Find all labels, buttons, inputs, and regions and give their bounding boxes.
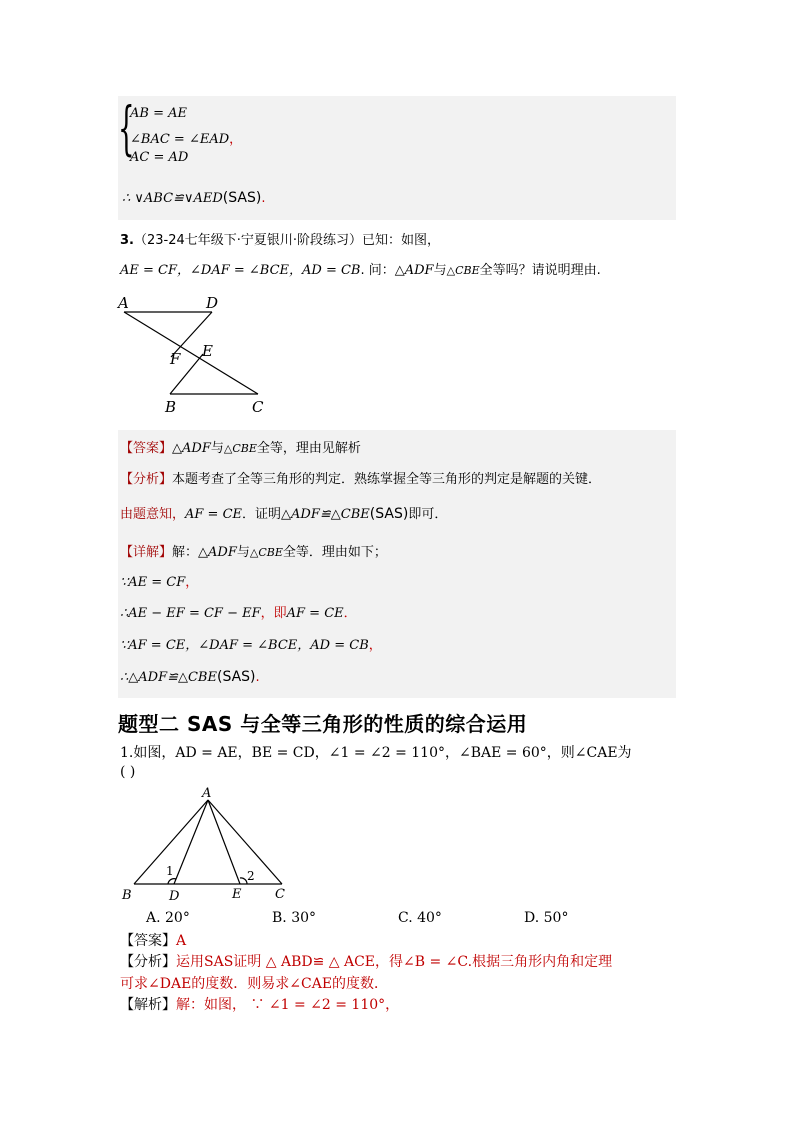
analysis-text: 本题考查了全等三角形的判定．熟练掌握全等三角形的判定是解题的关键． (172, 472, 602, 487)
label-angle-2: 2 (247, 869, 255, 883)
q1-solution-text: 解：如图， ∵ ∠1 = ∠2 = 110°， (176, 997, 400, 1013)
q1-solution-tag: 【解析】 (120, 997, 176, 1013)
figure-triangle-abc (110, 785, 310, 905)
label-d: D (206, 294, 219, 312)
ask-prefix: . 问： (360, 263, 395, 278)
equation-1: AB = AE (130, 106, 187, 121)
angle-2-arc (240, 878, 247, 884)
step-3-end: ， (368, 638, 382, 653)
q1-solution-line (120, 994, 399, 1014)
question-1-line-2: ( ) (120, 764, 136, 780)
step-1-math: ∵AE = CF (120, 575, 186, 590)
option-a: A. 20° (146, 910, 190, 926)
detail-with: 与 (236, 545, 250, 560)
q1-answer-line (120, 930, 186, 950)
equation-3: AC = AD (130, 150, 189, 165)
comma: ， (229, 132, 243, 147)
segment-ac (208, 800, 282, 884)
answer-tail: 全等，理由见解析 (256, 441, 361, 456)
conclusion-text: ∴ ∨ABC≌∨AED (122, 191, 223, 206)
option-d: D. 50° (524, 910, 569, 926)
question-3-body (120, 259, 601, 278)
detail-tag: 【详解】 (120, 545, 173, 560)
step-2 (120, 602, 357, 621)
label-c: C (275, 887, 285, 902)
step-1 (120, 571, 198, 590)
segment-ae (208, 800, 240, 884)
q1-answer-value: A (176, 933, 187, 949)
step-2-end: ． (343, 606, 357, 621)
step-4-sas: (SAS) (216, 669, 256, 685)
answer-with: 与 (210, 441, 224, 456)
analysis-line (120, 468, 601, 487)
idea-mid: ．证明 (242, 507, 282, 522)
q1-analysis-text-1: 运用SAS证明 △ ABD≌ △ ACE，得∠B = ∠C.根据三角形内角和定理 (176, 954, 613, 970)
step-2-b: AF = CE (286, 606, 344, 621)
equation-2-row (130, 128, 242, 147)
label-f: F (170, 350, 181, 368)
detail-prefix: 解： (172, 545, 199, 560)
step-3-math: ∵AF = CE，∠DAF = ∠BCE，AD = CB (120, 638, 369, 653)
step-4-math: ∴△ADF≌△CBE (120, 670, 217, 685)
label-angle-1: 1 (166, 864, 174, 878)
label-e: E (232, 887, 242, 902)
label-c: C (252, 398, 264, 416)
idea-line (120, 503, 447, 522)
label-a: A (118, 294, 129, 312)
idea-sas: (SAS) (369, 506, 409, 522)
q1-answer-tag: 【答案】 (120, 933, 176, 949)
answer-tri1: △ADF (172, 441, 211, 456)
answer-tag: 【答案】 (120, 441, 173, 456)
figure-triangles-adf-cbe (110, 290, 280, 420)
step-4-end: . (255, 670, 260, 685)
q1-analysis-line-1 (120, 951, 612, 971)
label-d: D (169, 889, 180, 904)
system-brace: { (118, 94, 135, 162)
label-e: E (202, 342, 213, 360)
period: . (261, 191, 266, 206)
triangle-cbe: △CBE (446, 264, 480, 277)
equation-2: ∠BAC = ∠EAD (130, 132, 230, 147)
question-1-line-1: 1.如图，AD = AE，BE = CD，∠1 = ∠2 = 110°，∠BAE = 60°，则∠CAE为 (120, 745, 632, 761)
question-number: 3. (120, 233, 134, 248)
sas-label: (SAS) (222, 190, 262, 206)
analysis-tag: 【分析】 (120, 472, 173, 487)
label-b: B (122, 888, 132, 903)
idea-cong: △ADF≌△CBE (281, 507, 370, 522)
step-2-mid: ，即 (260, 606, 287, 621)
q1-analysis-line-2: 可求∠DAE的度数．则易求∠CAE的度数． (120, 976, 389, 992)
question-source: （23-24七年级下·宁夏银川·阶段练习）已知：如图， (133, 233, 441, 248)
with-word: 与 (433, 263, 447, 278)
step-3 (120, 634, 382, 653)
idea-end: 即可． (408, 507, 448, 522)
detail-tri2: △CBE (249, 546, 283, 559)
segment-ad (174, 800, 208, 884)
question-3-header (120, 229, 440, 248)
detail-line (120, 541, 387, 560)
label-b: B (165, 398, 177, 416)
answer-tri2: △CBE (223, 442, 257, 455)
given-conditions: AE = CF，∠DAF = ∠BCE，AD = CB (120, 263, 361, 278)
step-1-end: ， (185, 575, 199, 590)
option-c: C. 40° (398, 910, 442, 926)
answer-line (120, 437, 361, 456)
section-heading: 题型二 SAS 与全等三角形的性质的综合运用 (118, 712, 528, 736)
idea-prefix: 由题意知， (120, 507, 186, 522)
option-b: B. 30° (272, 910, 317, 926)
step-4 (120, 669, 260, 685)
label-a: A (202, 786, 212, 801)
idea-math: AF = CE (185, 507, 243, 522)
segment-ac (124, 312, 258, 394)
q1-analysis-tag: 【分析】 (120, 954, 176, 970)
detail-tri1: △ADF (198, 545, 237, 560)
detail-tail: 全等．理由如下； (282, 545, 387, 560)
congruence-conclusion (122, 190, 265, 206)
triangle-adf: △ADF (394, 263, 434, 278)
step-2-math: ∴AE − EF = CF − EF (120, 606, 261, 621)
ask-suffix: 全等吗？请说明理由. (479, 263, 601, 278)
